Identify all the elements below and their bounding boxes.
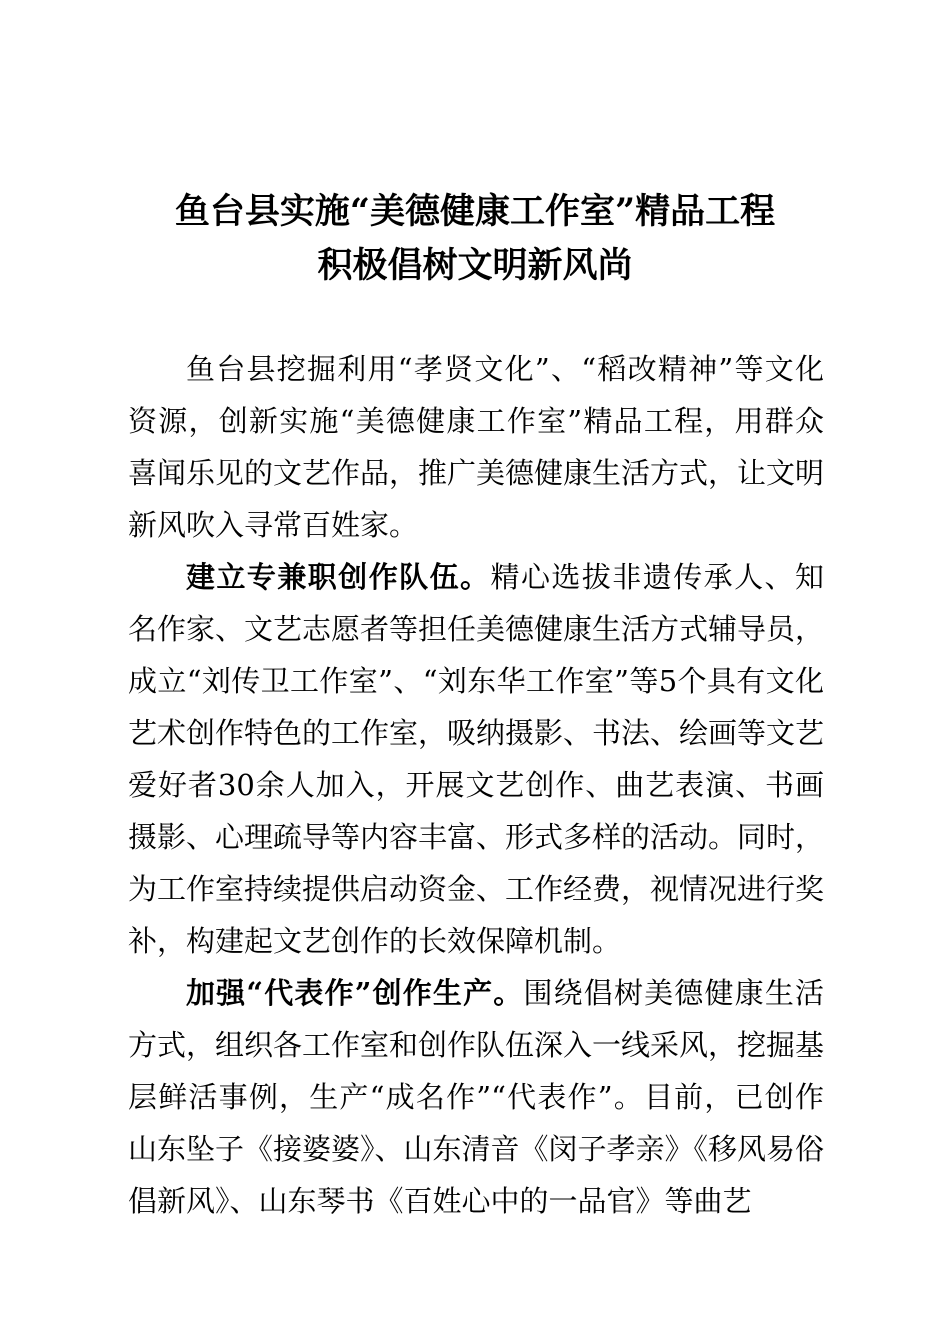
paragraph-representative-works [128, 967, 824, 1227]
paragraph-intro [128, 343, 824, 551]
document-title-line-1: 鱼台县实施“美德健康工作室”精品工程 [174, 191, 776, 232]
paragraph-text: 围绕倡树美德健康生活方式，组织各工作室和创作队伍深入一线采风，挖掘基层鲜活事例，生产“成名作”“代表作”。目前，已创作山东坠子《接婆婆》、山东清音《闵子孝亲》《移风易俗倡新风》、山东琴书《百姓心中的一品官》等曲艺 [128, 976, 825, 1218]
paragraph-text: 精心选拔非遗传承人、知名作家、文艺志愿者等担任美德健康生活方式辅导员，成立“刘传卫工作室”、“刘东华工作室”等5个具有文化艺术创作特色的工作室，吸纳摄影、书法、绘画等文艺爱好者30余人加入，开展文艺创作、曲艺表演、书画摄影、心理疏导等内容丰富、形式多样的活动。同时，为工作室持续提供启动资金、工作经费，视情况进行奖补，构建起文艺创作的长效保障机制。 [128, 560, 825, 958]
document-title-line-2: 积极倡树文明新风尚 [317, 245, 633, 286]
paragraph-creative-team [128, 551, 824, 967]
document-body [128, 343, 824, 1227]
paragraph-text: 鱼台县挖掘利用“孝贤文化”、“稻改精神”等文化资源，创新实施“美德健康工作室”精品工程，用群众喜闻乐见的文艺作品，推广美德健康生活方式，让文明新风吹入寻常百姓家。 [128, 352, 825, 542]
paragraph-lead: 加强“代表作”创作生产。 [186, 976, 524, 1010]
paragraph-lead: 建立专兼职创作队伍。 [186, 560, 491, 594]
